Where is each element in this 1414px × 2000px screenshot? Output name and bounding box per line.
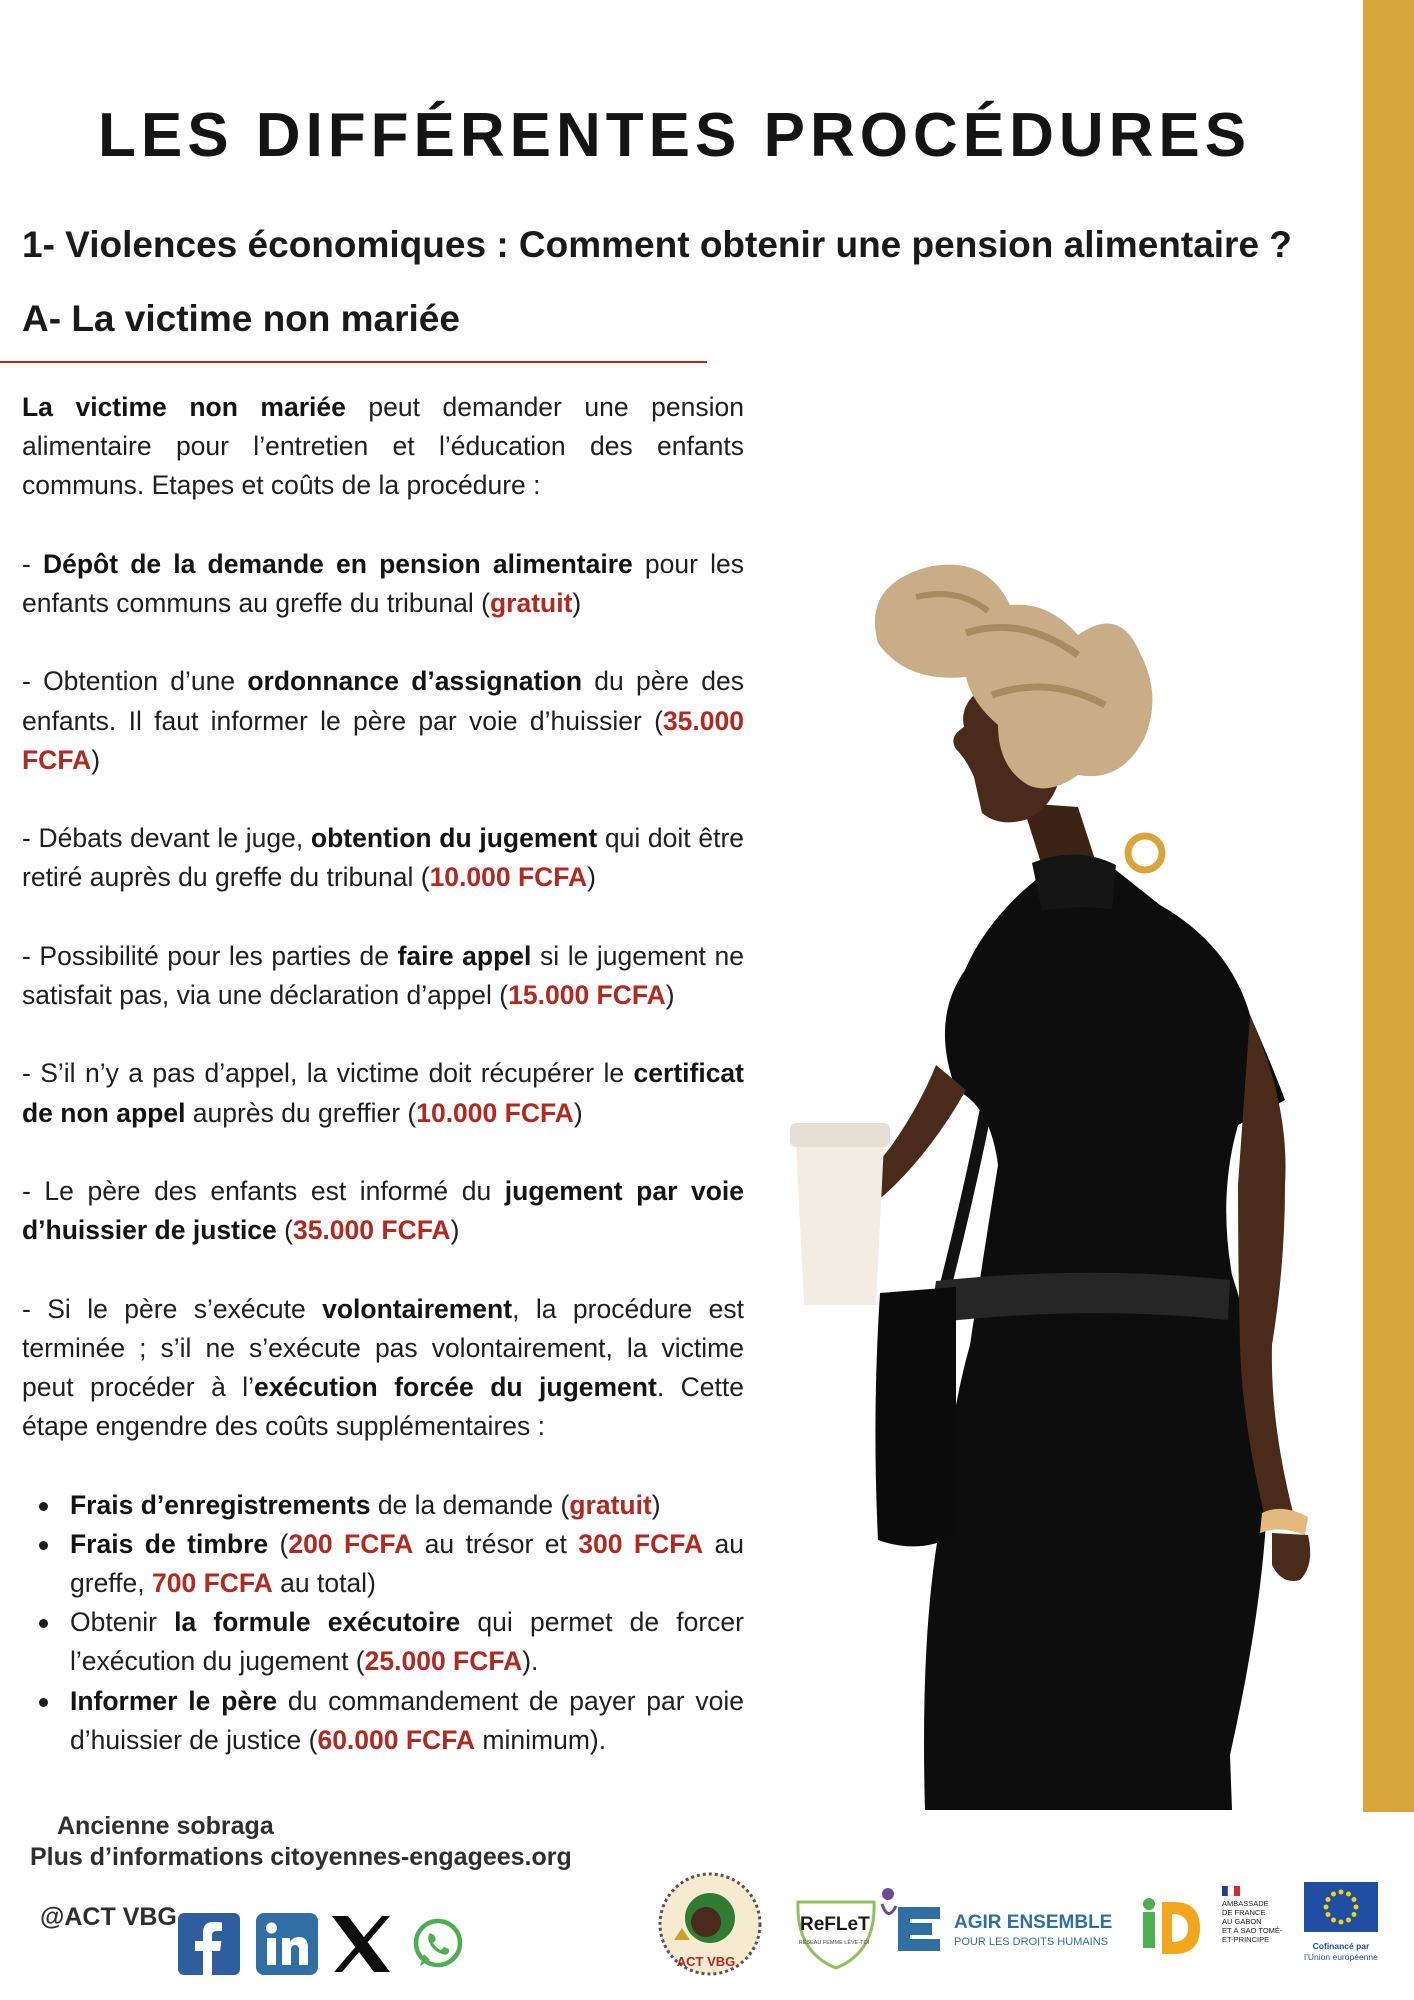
list-item — [22, 1486, 744, 1525]
section-heading: 1- Violences économiques : Comment obtenir une pension alimentaire ? — [22, 224, 1292, 265]
intro-paragraph — [22, 388, 744, 506]
item-text: au greffe, — [70, 1528, 745, 1598]
extra-costs-list — [22, 1486, 744, 1760]
step-text: pour les enfants communs au greffe du tribunal ( — [22, 548, 745, 618]
dress — [924, 867, 1285, 1810]
step-cost: 10.000 FCFA — [429, 862, 588, 893]
reflet-text: ReFLeT — [800, 1914, 870, 1935]
final-step-text: - Si le père s’exécute — [22, 1293, 323, 1324]
item-text: minimum). — [475, 1724, 607, 1755]
ambassade-line: AU GABON — [1222, 1917, 1262, 1926]
step-paragraph — [22, 1172, 744, 1250]
step-paragraph — [22, 937, 744, 1015]
ambassade-line: AMBASSADE — [1222, 1899, 1269, 1908]
step-text: qui doit être retiré auprès du greffe du tribunal ( — [22, 823, 745, 893]
step-bold: obtention du jugement — [310, 823, 598, 854]
act-vbg-text: ACT VBG — [676, 1954, 736, 1969]
step-text: - Le père des enfants est informé du — [22, 1175, 505, 1206]
item-cost: 60.000 FCFA — [317, 1724, 476, 1755]
gold-side-bar — [1363, 0, 1414, 1812]
step-cost: 35.000 FCFA — [292, 1215, 451, 1246]
page-title: LES DIFFÉRENTES PROCÉDURES — [98, 101, 1252, 170]
step-text: ( — [276, 1215, 293, 1246]
final-step-paragraph — [22, 1290, 744, 1447]
whatsapp-icon[interactable] — [410, 1916, 466, 1972]
step-text: ) — [665, 979, 675, 1010]
intro-bold: La victime non mariée — [22, 392, 346, 422]
footer-location: Ancienne sobraga — [57, 1812, 274, 1840]
act-vbg-logo — [654, 1868, 766, 1980]
item-text: ( — [268, 1528, 289, 1559]
step-text: - Débats devant le juge, — [22, 823, 311, 854]
heading-divider — [0, 361, 707, 363]
step-text: - Obtention d’une — [22, 666, 248, 697]
step-paragraph — [22, 662, 744, 780]
item-bold: Informer le père — [70, 1685, 278, 1716]
svg-text:AMBASSADE DE FRANCE AU — [1222, 1899, 1285, 1944]
step-bold: faire appel — [397, 940, 532, 971]
item-text: au total) — [272, 1567, 376, 1598]
ambassade-line: DE FRANCE — [1222, 1908, 1266, 1917]
item-text: Obtenir — [70, 1607, 175, 1638]
final-step-bold: volontairement — [322, 1293, 513, 1324]
step-cost: 35.000 FCFA — [22, 705, 744, 775]
back-hand — [1272, 1533, 1310, 1581]
item-text: qui permet de forcer l’exécution du jugement ( — [70, 1607, 744, 1677]
step-cost: gratuit — [489, 588, 573, 618]
eu-flag-logo — [1296, 1880, 1386, 1980]
reflet-logo — [788, 1882, 906, 1974]
step-cost: 15.000 FCFA — [508, 979, 666, 1010]
eu-text-1: Cofinancé par — [1312, 1941, 1370, 1951]
step-text: ) — [573, 1097, 583, 1128]
step-text: - — [22, 548, 43, 579]
ambassade-line: ET À SAO TOMÉ- — [1222, 1926, 1283, 1935]
tote-bag — [875, 1287, 956, 1546]
eu-text-2: l’Union européenne — [1304, 1952, 1378, 1962]
ambassade-logo — [1220, 1884, 1306, 1980]
collar — [1032, 854, 1116, 911]
step-text: ) — [91, 744, 101, 775]
agir-ensemble-logo — [896, 1904, 1128, 1954]
footer-website[interactable]: Plus d’informations citoyennes-engagees.org — [30, 1843, 572, 1871]
agir-ensemble-title: AGIR ENSEMBLE — [954, 1912, 1113, 1933]
cup-lid — [790, 1123, 890, 1147]
item-bold: Frais d’enregistrements — [70, 1489, 371, 1520]
agir-ensemble-subtitle: POUR LES DROITS HUMAINS — [954, 1936, 1109, 1948]
intro-text: peut demander une pension alimentaire pour l’entretien et l’éducation des enfants communs. Etapes et coûts de la procédure : — [22, 392, 744, 501]
facebook-icon[interactable] — [178, 1913, 240, 1975]
cup — [796, 1143, 884, 1305]
step-paragraph — [22, 819, 744, 897]
final-step-text: , la procédure est terminée ; s’il ne s’exécute pas volontairement, la victime peut procéder à l’ — [22, 1293, 744, 1402]
step-text: - Possibilité pour les parties de — [22, 940, 398, 971]
woman-illustration — [760, 545, 1360, 1810]
linkedin-icon[interactable] — [256, 1913, 318, 1975]
step-bold: ordonnance d’assignation — [247, 666, 583, 697]
item-bold: Frais de timbre — [70, 1528, 269, 1559]
item-cost: gratuit — [569, 1489, 652, 1520]
item-cost: 25.000 FCFA — [364, 1646, 523, 1677]
item-text: ). — [522, 1646, 539, 1677]
item-text: au trésor et — [413, 1528, 579, 1559]
final-step-bold: exécution forcée du jugement — [254, 1371, 657, 1402]
x-icon[interactable] — [330, 1914, 392, 1974]
step-paragraph — [22, 545, 744, 623]
item-text: ) — [651, 1489, 661, 1520]
list-item — [22, 1682, 744, 1760]
item-bold: la formule exécutoire — [174, 1607, 461, 1638]
item-cost: 200 FCFA — [288, 1528, 414, 1559]
item-cost: 700 FCFA — [152, 1567, 273, 1598]
ambassade-line: ET-PRINCIPE — [1222, 1935, 1270, 1944]
item-text: de la demande ( — [370, 1489, 570, 1520]
step-text: ) — [450, 1215, 460, 1246]
step-paragraph — [22, 1054, 744, 1132]
reflet-subtext: RÉSEAU FEMME LÈVE-TOI — [798, 1940, 870, 1946]
item-cost: 300 FCFA — [578, 1528, 704, 1559]
step-bold: certificat de non appel — [22, 1058, 744, 1128]
item-text: du commandement de payer par voie d’huissier de justice ( — [70, 1685, 744, 1755]
step-text: si le jugement ne satisfait pas, via une déclaration d’appel ( — [22, 940, 744, 1010]
social-handle: @ACT VBG — [40, 1903, 177, 1931]
step-bold: jugement par voie d’huissier de justice — [22, 1175, 744, 1246]
step-text: du père des enfants. Il faut informer le père par voie d’huissier ( — [22, 666, 744, 736]
earring — [1128, 836, 1162, 870]
step-text: auprès du greffier ( — [185, 1097, 417, 1128]
step-text: - S’il n’y a pas d’appel, la victime doit récupérer le — [22, 1058, 634, 1089]
final-step-text: . Cette étape engendre des coûts supplémentaires : — [22, 1371, 744, 1442]
id-logo — [1140, 1896, 1204, 1960]
list-item — [22, 1525, 744, 1603]
step-text: ) — [587, 862, 596, 893]
step-bold: Dépôt de la demande en pension alimentaire — [42, 548, 633, 579]
procedure-text — [22, 388, 744, 1760]
subsection-heading: A- La victime non mariée — [22, 298, 460, 339]
step-cost: 10.000 FCFA — [416, 1097, 574, 1128]
list-item — [22, 1603, 744, 1681]
bracelet — [1260, 1509, 1308, 1535]
step-text: ) — [572, 588, 582, 618]
